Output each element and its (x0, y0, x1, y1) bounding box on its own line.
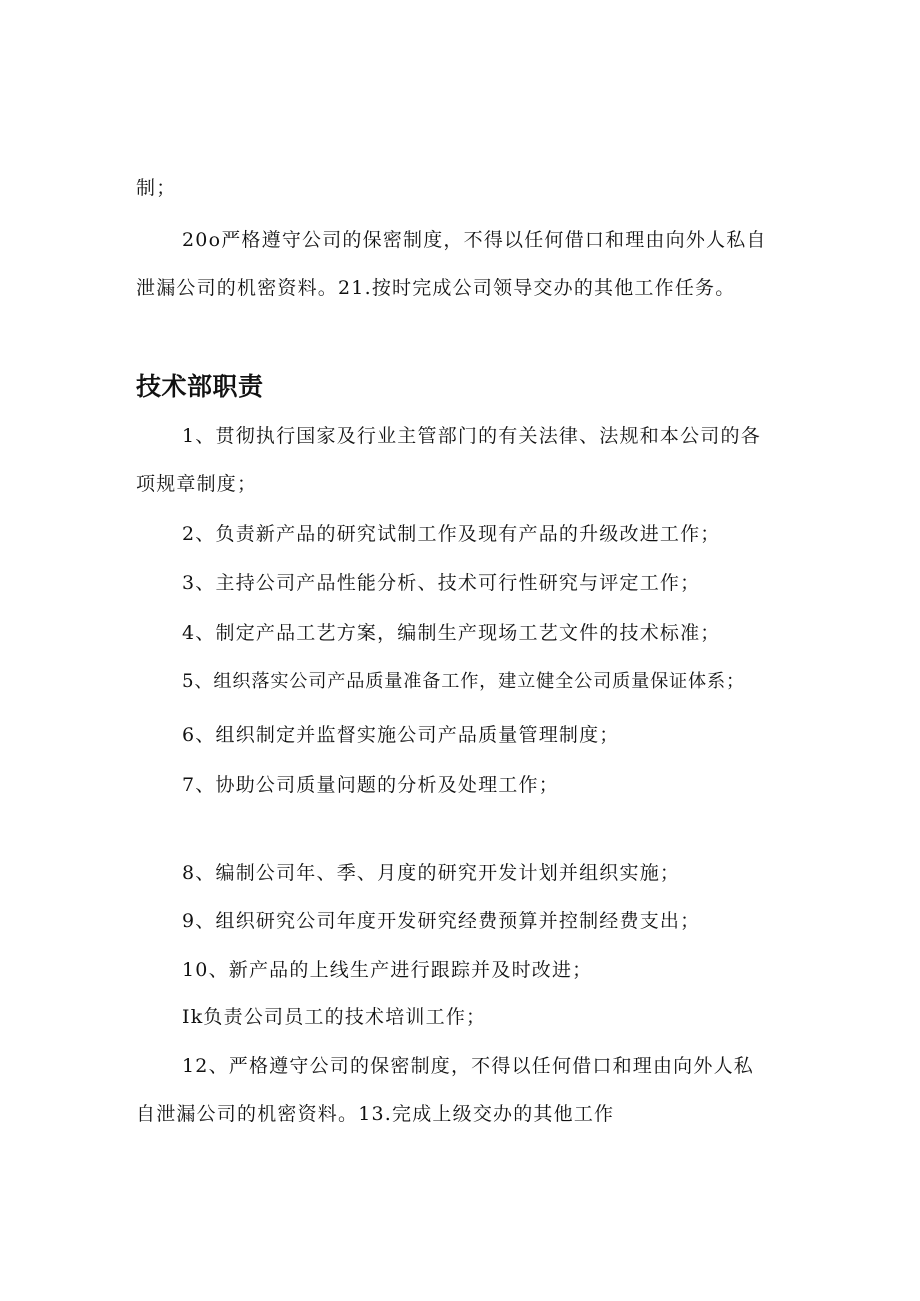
duty-item-5: 5、组织落实公司产品质量准备工作，建立健全公司质量保证体系； (182, 671, 746, 692)
duty-item-1: 1、贯彻执行国家及行业主管部门的有关法律、法规和本公司的各 (182, 425, 761, 447)
duty-item-9: 9、组织研究公司年度开发研究经费预算并控制经费支出； (182, 910, 701, 932)
duty-item-12-continued: 自泄漏公司的机密资料。13.完成上级交办的其他工作 (136, 1103, 615, 1125)
duty-item-12: 12、严格遵守公司的保密制度，不得以任何借口和理由向外人私 (182, 1055, 754, 1077)
intro-line-1: 制； (136, 177, 177, 199)
duty-item-2: 2、负责新产品的研究试制工作及现有产品的升级改进工作； (182, 523, 721, 545)
duty-item-3: 3、主持公司产品性能分析、技术可行性研究与评定工作； (182, 572, 701, 594)
duty-item-11: Ik负责公司员工的技术培训工作； (182, 1006, 487, 1028)
intro-line-3: 泄漏公司的机密资料。21.按时完成公司领导交办的其他工作任务。 (136, 277, 736, 299)
intro-line-2: 20o严格遵守公司的保密制度，不得以任何借口和理由向外人私自 (182, 229, 767, 251)
duty-item-8: 8、编制公司年、季、月度的研究开发计划并组织实施； (182, 862, 681, 884)
duty-item-6: 6、组织制定并监督实施公司产品质量管理制度； (182, 724, 620, 746)
duty-item-7: 7、协助公司质量问题的分析及处理工作； (182, 774, 559, 796)
duty-item-10: 10、新产品的上线生产进行跟踪并及时改进； (182, 959, 593, 981)
duty-item-4: 4、制定产品工艺方案，编制生产现场工艺文件的技术标准； (182, 622, 721, 644)
duty-item-1-continued: 项规章制度； (136, 473, 258, 495)
section-title: 技术部职责 (136, 372, 264, 401)
